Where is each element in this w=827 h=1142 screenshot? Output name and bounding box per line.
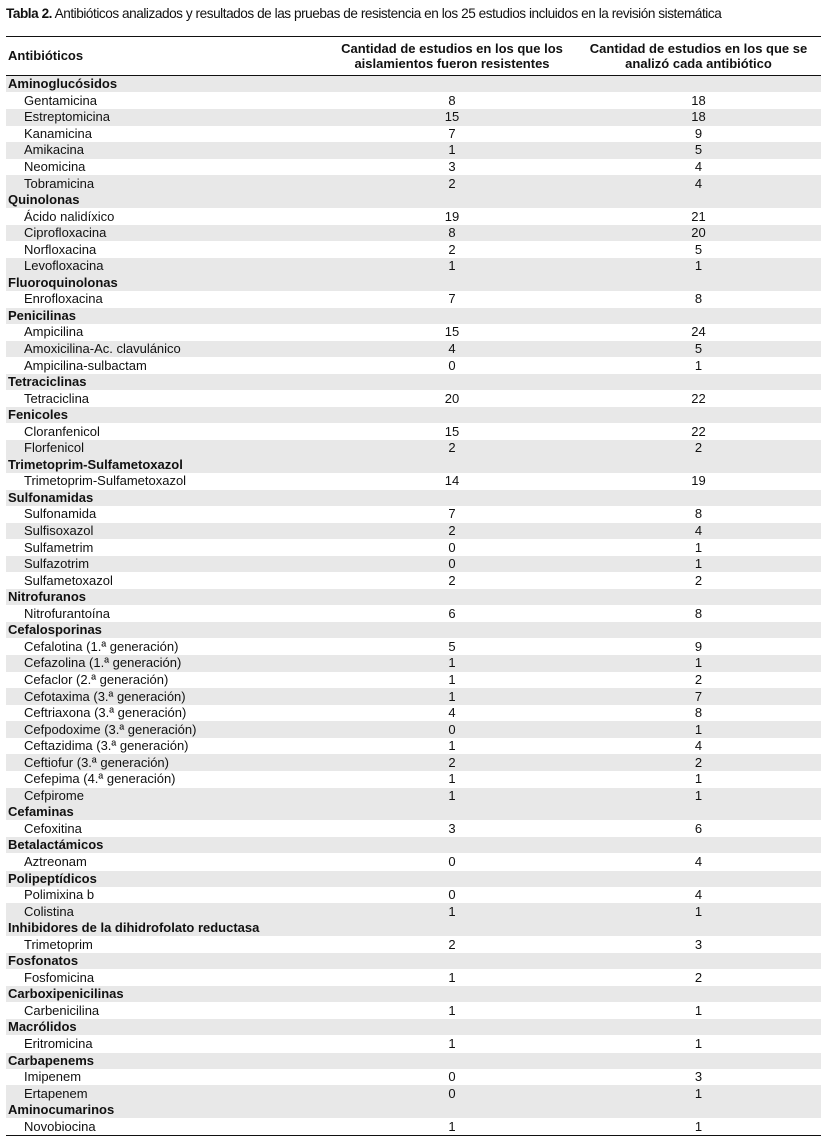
table-row	[6, 357, 821, 374]
table-row	[6, 639, 821, 656]
analyzed-count: 4	[694, 175, 703, 191]
antibiotic-name: Cefpodoxime (3.ª generación)	[24, 721, 197, 737]
header-antibiotics: Antibióticos	[8, 48, 84, 64]
table-row	[6, 390, 821, 407]
category-name: Quinolonas	[6, 192, 821, 208]
table-row	[6, 556, 821, 573]
table-row	[6, 291, 821, 308]
antibiotic-name: Estreptomicina	[24, 109, 110, 125]
analyzed-count: 7	[694, 688, 703, 704]
antibiotic-name: Sulfazotrim	[24, 556, 90, 572]
analyzed-count: 1	[694, 258, 703, 274]
analyzed-count: 1	[694, 1085, 703, 1101]
table-row	[6, 788, 821, 805]
analyzed-count: 20	[691, 225, 706, 241]
resistant-count: 1	[448, 903, 456, 919]
category-name: Tetraciclinas	[6, 374, 821, 390]
resistant-count: 6	[448, 605, 456, 621]
category-name: Fluoroquinolonas	[6, 275, 821, 291]
category-row	[6, 1102, 821, 1119]
category-row	[6, 953, 821, 970]
analyzed-count: 5	[694, 142, 703, 158]
analyzed-count: 4	[694, 853, 703, 869]
table-row	[6, 606, 821, 623]
antibiotic-name: Cefazolina (1.ª generación)	[24, 655, 182, 671]
table-row	[6, 142, 821, 159]
table-row	[6, 688, 821, 705]
table-row	[6, 672, 821, 689]
antibiotic-name: Sulfametoxazol	[24, 572, 113, 588]
category-row	[6, 457, 821, 474]
analyzed-count: 1	[694, 1118, 703, 1134]
antibiotic-name: Trimetoprim	[24, 936, 93, 952]
antibiotic-name: Neomicina	[24, 159, 86, 174]
antibiotic-name: Eritromicina	[24, 1035, 93, 1051]
analyzed-count: 1	[694, 556, 703, 572]
analyzed-count: 21	[691, 208, 706, 224]
resistant-count: 0	[448, 539, 456, 555]
antibiotic-name: Sulfametrim	[24, 539, 94, 555]
analyzed-count: 8	[694, 291, 703, 307]
table-row	[6, 1118, 821, 1135]
analyzed-count: 4	[694, 159, 703, 174]
category-name: Aminocumarinos	[6, 1102, 821, 1118]
table-row	[6, 887, 821, 904]
table-body	[6, 76, 821, 1135]
table-row	[6, 738, 821, 755]
resistant-count: 1	[448, 688, 456, 704]
table-row	[6, 175, 821, 192]
analyzed-count: 2	[694, 572, 703, 588]
antibiotic-name: Ceftiofur (3.ª generación)	[24, 754, 169, 770]
analyzed-count: 5	[694, 341, 703, 357]
analyzed-count: 1	[694, 903, 703, 919]
antibiotics-table	[6, 36, 821, 1136]
category-name: Trimetoprim-Sulfametoxazol	[6, 457, 821, 473]
table-row	[6, 506, 821, 523]
category-name: Sulfonamidas	[6, 490, 821, 506]
resistant-count: 20	[444, 390, 460, 406]
resistant-count: 1	[448, 738, 456, 754]
resistant-count: 5	[448, 638, 456, 654]
table-row	[6, 655, 821, 672]
resistant-count: 7	[448, 506, 456, 522]
resistant-count: 2	[448, 241, 456, 257]
resistant-count: 1	[448, 1118, 456, 1134]
antibiotic-name: Cefepima (4.ª generación)	[24, 771, 176, 787]
resistant-count: 1	[448, 258, 456, 274]
antibiotic-name: Imipenem	[24, 1069, 82, 1085]
category-row	[6, 589, 821, 606]
analyzed-count: 3	[694, 936, 703, 952]
category-row	[6, 1019, 821, 1036]
table-row	[6, 721, 821, 738]
resistant-count: 1	[448, 671, 456, 687]
table-row	[6, 109, 821, 126]
antibiotic-name: Polimixina b	[24, 887, 95, 903]
analyzed-count: 24	[691, 324, 706, 340]
category-row	[6, 837, 821, 854]
antibiotic-name: Novobiocina	[24, 1118, 96, 1134]
category-name: Betalactámicos	[6, 837, 821, 853]
analyzed-count: 2	[694, 754, 703, 770]
analyzed-count: 1	[694, 655, 703, 671]
resistant-count: 2	[448, 572, 456, 588]
antibiotic-name: Sulfisoxazol	[24, 523, 94, 539]
table-row	[6, 970, 821, 987]
category-row	[6, 308, 821, 325]
antibiotic-name: Cefotaxima (3.ª generación)	[24, 688, 186, 704]
category-name: Nitrofuranos	[6, 589, 821, 605]
analyzed-count: 8	[694, 605, 703, 621]
header-resistant-studies: Cantidad de estudios en los que los aislamientos fueron resistentes	[341, 40, 563, 71]
antibiotic-name: Ertapenem	[24, 1085, 88, 1101]
table-row	[6, 523, 821, 540]
analyzed-count: 1	[694, 1035, 703, 1051]
resistant-count: 2	[448, 440, 456, 456]
category-row	[6, 407, 821, 424]
table-row	[6, 225, 821, 242]
category-row	[6, 622, 821, 639]
resistant-count: 7	[448, 291, 456, 307]
antibiotic-name: Enrofloxacina	[24, 291, 103, 307]
resistant-count: 14	[444, 473, 460, 489]
antibiotic-name: Gentamicina	[24, 92, 97, 108]
resistant-count: 8	[448, 92, 456, 108]
antibiotic-name: Ampicilina-sulbactam	[24, 357, 147, 373]
analyzed-count: 9	[694, 125, 703, 141]
resistant-count: 1	[448, 1002, 456, 1018]
table-caption-text: Antibióticos analizados y resultados de las pruebas de resistencia en los 25 estudios incluidos en la revisión sistemática	[52, 6, 722, 21]
antibiotic-name: Trimetoprim-Sulfametoxazol	[24, 473, 187, 489]
table-row	[6, 1036, 821, 1053]
category-name: Macrólidos	[6, 1019, 821, 1035]
table-row	[6, 1069, 821, 1086]
resistant-count: 0	[448, 1069, 456, 1085]
resistant-count: 4	[448, 705, 456, 721]
analyzed-count: 2	[694, 671, 703, 687]
table-row	[6, 440, 821, 457]
category-row	[6, 275, 821, 292]
table-row	[6, 1003, 821, 1020]
antibiotic-name: Amikacina	[24, 142, 84, 158]
antibiotic-name: Tobramicina	[24, 175, 95, 191]
table-row	[6, 854, 821, 871]
category-name: Cefaminas	[6, 804, 821, 820]
category-name: Fosfonatos	[6, 953, 821, 969]
resistant-count: 3	[448, 820, 456, 836]
category-row	[6, 1052, 821, 1069]
antibiotic-name: Cefalotina (1.ª generación)	[24, 638, 179, 654]
analyzed-count: 18	[691, 92, 706, 108]
antibiotic-name: Aztreonam	[24, 853, 87, 869]
resistant-count: 15	[444, 324, 460, 340]
analyzed-count: 2	[694, 969, 703, 985]
resistant-count: 4	[448, 341, 456, 357]
analyzed-count: 1	[694, 1002, 703, 1018]
resistant-count: 0	[448, 887, 456, 903]
antibiotic-name: Ciprofloxacina	[24, 225, 107, 241]
analyzed-count: 22	[691, 390, 706, 406]
category-row	[6, 76, 821, 93]
antibiotic-name: Carbenicilina	[24, 1002, 100, 1018]
antibiotic-name: Tetraciclina	[24, 390, 90, 406]
table-row	[6, 324, 821, 341]
table-row	[6, 572, 821, 589]
resistant-count: 0	[448, 357, 456, 373]
resistant-count: 1	[448, 771, 456, 787]
analyzed-count: 3	[694, 1069, 703, 1085]
resistant-count: 15	[444, 109, 460, 125]
table-row	[6, 473, 821, 490]
antibiotic-name: Cloranfenicol	[24, 423, 100, 439]
analyzed-count: 4	[694, 523, 703, 539]
category-row	[6, 986, 821, 1003]
antibiotic-name: Ceftazidima (3.ª generación)	[24, 738, 189, 754]
category-row	[6, 374, 821, 391]
antibiotic-name: Kanamicina	[24, 125, 92, 141]
analyzed-count: 1	[694, 787, 703, 803]
category-row	[6, 804, 821, 821]
resistant-count: 0	[448, 1085, 456, 1101]
category-row	[6, 490, 821, 507]
resistant-count: 0	[448, 721, 456, 737]
analyzed-count: 1	[694, 721, 703, 737]
antibiotic-name: Amoxicilina-Ac. clavulánico	[24, 341, 181, 357]
table-row	[6, 771, 821, 788]
table-row	[6, 754, 821, 771]
antibiotic-name: Colistina	[24, 903, 74, 919]
table-header	[6, 37, 821, 76]
analyzed-count: 1	[694, 539, 703, 555]
analyzed-count: 2	[694, 440, 703, 456]
antibiotic-name: Sulfonamida	[24, 506, 97, 522]
antibiotic-name: Cefoxitina	[24, 820, 82, 836]
analyzed-count: 22	[691, 423, 706, 439]
antibiotic-name: Fosfomicina	[24, 969, 95, 985]
header-analyzed-studies: Cantidad de estudios en los que se analizó cada antibiótico	[589, 40, 808, 71]
resistant-count: 1	[448, 787, 456, 803]
analyzed-count: 8	[694, 506, 703, 522]
antibiotic-name: Ceftriaxona (3.ª generación)	[24, 705, 187, 721]
analyzed-count: 18	[691, 109, 706, 125]
analyzed-count: 5	[694, 241, 703, 257]
table-row	[6, 241, 821, 258]
resistant-count: 1	[448, 1035, 456, 1051]
table-bottom-rule	[6, 1135, 821, 1136]
table-row	[6, 341, 821, 358]
category-name: Aminoglucósidos	[6, 76, 821, 92]
analyzed-count: 8	[694, 705, 703, 721]
table-row	[6, 258, 821, 275]
category-name: Polipeptídicos	[6, 871, 821, 887]
analyzed-count: 19	[691, 473, 706, 489]
table-row	[6, 821, 821, 838]
antibiotic-name: Ácido nalidíxico	[24, 208, 115, 224]
resistant-count: 2	[448, 936, 456, 952]
table-row	[6, 126, 821, 143]
resistant-count: 1	[448, 969, 456, 985]
analyzed-count: 4	[694, 738, 703, 754]
category-row	[6, 870, 821, 887]
resistant-count: 15	[444, 423, 460, 439]
resistant-count: 1	[448, 142, 456, 158]
resistant-count: 0	[448, 556, 456, 572]
category-name: Inhibidores de la dihidrofolato reductasa	[6, 920, 821, 936]
table-row	[6, 936, 821, 953]
table-caption	[6, 6, 821, 21]
antibiotic-name: Nitrofurantoína	[24, 605, 110, 621]
category-name: Fenicoles	[6, 407, 821, 423]
table-row	[6, 1085, 821, 1102]
resistant-count: 2	[448, 754, 456, 770]
analyzed-count: 4	[694, 887, 703, 903]
table-row	[6, 539, 821, 556]
category-row	[6, 920, 821, 937]
antibiotic-name: Cefpirome	[24, 787, 84, 803]
table-row	[6, 159, 821, 176]
resistant-count: 2	[448, 523, 456, 539]
antibiotic-name: Levofloxacina	[24, 258, 104, 274]
resistant-count: 7	[448, 125, 456, 141]
resistant-count: 8	[448, 225, 456, 241]
table-row	[6, 705, 821, 722]
antibiotic-name: Norfloxacina	[24, 241, 97, 257]
analyzed-count: 9	[694, 638, 703, 654]
table-row	[6, 423, 821, 440]
antibiotic-name: Ampicilina	[24, 324, 84, 340]
category-name: Penicilinas	[6, 308, 821, 324]
analyzed-count: 1	[694, 771, 703, 787]
table-caption-label: Tabla 2.	[6, 6, 53, 21]
antibiotic-name: Cefaclor (2.ª generación)	[24, 671, 169, 687]
category-name: Carboxipenicilinas	[6, 986, 821, 1002]
resistant-count: 3	[448, 159, 456, 174]
category-row	[6, 192, 821, 209]
table-row	[6, 93, 821, 110]
resistant-count: 0	[448, 853, 456, 869]
table-row	[6, 903, 821, 920]
table-row	[6, 208, 821, 225]
category-name: Carbapenems	[6, 1053, 821, 1069]
resistant-count: 1	[448, 655, 456, 671]
analyzed-count: 1	[694, 357, 703, 373]
resistant-count: 19	[444, 208, 460, 224]
antibiotic-name: Florfenicol	[24, 440, 84, 456]
analyzed-count: 6	[694, 820, 703, 836]
resistant-count: 2	[448, 175, 456, 191]
category-name: Cefalosporinas	[6, 622, 821, 638]
